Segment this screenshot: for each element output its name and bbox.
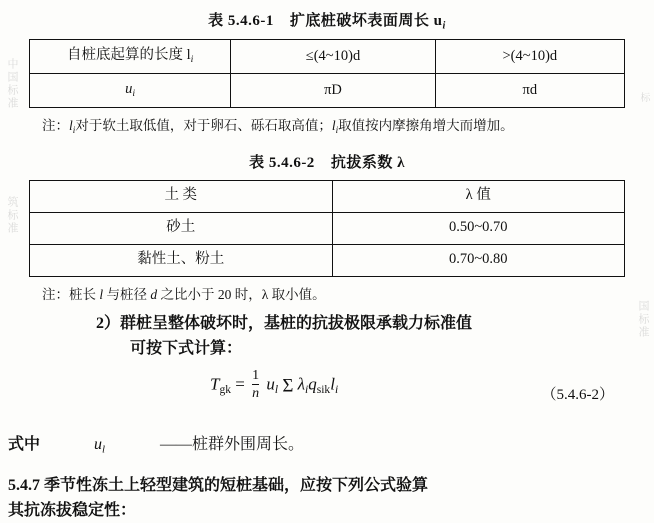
table1-title-label: 表 5.4.6-1: [208, 13, 274, 29]
table1-row1-header-sub: i: [190, 53, 194, 65]
table2-note-text2: 与桩径: [103, 286, 151, 302]
table2-row2-soil: 黏性土、粉土: [30, 244, 333, 276]
table1-row2-col3: πd: [435, 74, 624, 108]
table1-row1-header: [30, 40, 231, 74]
table1-row2-header: [30, 74, 231, 108]
formula-lhs: T: [210, 374, 220, 394]
table2-note: [0, 286, 654, 304]
where-symbol-sub: l: [102, 443, 106, 456]
table1-row2-col2: πD: [231, 74, 435, 108]
table1-row1-header-text: 自桩底起算的长度 l: [66, 46, 191, 63]
table2-note-text3: 之比小于 20 时，λ 取小值。: [157, 286, 326, 302]
formula-q: q: [308, 374, 317, 394]
table2-row2-value: 0.70~0.80: [332, 244, 625, 276]
formula-u-sub: l: [274, 383, 279, 397]
table2-header-lambda: λ 值: [332, 180, 625, 212]
table1-note-var2-sub: i: [335, 125, 339, 136]
table-row: [30, 180, 625, 212]
clause-5-4-7: [0, 474, 654, 499]
table2-title-text: 抗拔系数 λ: [330, 154, 405, 171]
table1-row1-col3: >(4~10)d: [435, 40, 624, 74]
clause-5-4-7-line2: 其抗冻拔稳定性：: [8, 501, 137, 519]
table2-note-prefix: 注：: [42, 286, 69, 302]
watermark: 国标准: [637, 300, 649, 339]
table1-note-prefix: 注：: [42, 118, 69, 134]
table1-note: [0, 117, 654, 136]
table1-title: [0, 9, 654, 31]
clause-5-4-7-line1: 季节性冻土上轻型建筑的短桩基础，应按下列公式验算: [44, 476, 429, 494]
table1-row1-col2: ≤(4~10)d: [231, 40, 435, 74]
watermark: 筑标准: [6, 196, 18, 235]
formula-equals: =: [235, 374, 245, 394]
formula-number: （5.4.6-2）: [541, 387, 614, 404]
formula-fraction: [252, 369, 259, 402]
table2-title-label: 表 5.4.6-2: [249, 154, 315, 171]
formula-q-sub: sik: [316, 383, 331, 397]
clause-5-4-7-number: 5.4.7: [8, 476, 40, 494]
formula-frac-numerator: 1: [252, 368, 260, 384]
table1-note-var2: l: [331, 118, 336, 134]
table2-note-var2: d: [150, 286, 158, 302]
table1-title-sub: i: [442, 20, 446, 32]
table2-row1-soil: 砂土: [30, 212, 333, 244]
table1-note-end: 取值按内摩擦角增大而增加。: [338, 118, 514, 134]
where-dash: ——: [160, 436, 192, 454]
table-row: [30, 244, 625, 276]
table2-note-text1: 桩长: [69, 286, 100, 302]
formula-sigma: Σ: [282, 375, 294, 397]
where-label: 式中: [8, 436, 41, 454]
formula-lambda: λ: [297, 374, 306, 394]
table-uplift-coefficient: [29, 180, 625, 277]
item2-marker: 2）: [96, 314, 121, 332]
table-row: [30, 74, 625, 108]
table1-note-var1: l: [69, 118, 73, 134]
table1-title-text: 扩底桩破坏表面周长 u: [289, 13, 443, 29]
formula-u: u: [266, 374, 275, 394]
table2-header-soil: 土 类: [30, 180, 333, 212]
table2-title: [0, 151, 654, 172]
item2-line1-text: 群桩呈整体破坏时，基桩的抗拔极限承载力标准值: [120, 314, 473, 332]
formula-5-4-6-2: [210, 369, 338, 402]
table-extended-pile-perimeter: [29, 39, 625, 108]
table1-row2-header-sub: i: [132, 87, 136, 99]
table1-note-mid: 对于软土取低值，对于卵石、砾石取高值；: [75, 118, 332, 134]
table2-note-var1: l: [99, 286, 104, 302]
formula-l: l: [330, 374, 335, 394]
where-clause: [0, 431, 654, 455]
where-text: 桩群外围周长。: [192, 436, 305, 454]
formula-lambda-sub: i: [305, 383, 309, 397]
formula-lhs-sub: gk: [219, 383, 232, 397]
where-symbol: u: [94, 436, 102, 454]
table2-row1-value: 0.50~0.70: [332, 212, 625, 244]
watermark: 中国标准: [6, 58, 18, 110]
table1-row2-header-text: u: [125, 80, 133, 97]
item2-line1: [0, 312, 654, 337]
formula-block: [0, 367, 654, 421]
table-row: [30, 40, 625, 74]
formula-frac-denominator: n: [252, 386, 260, 402]
formula-l-sub: i: [334, 383, 339, 397]
table1-note-var1-sub: i: [72, 125, 76, 136]
table-row: [30, 212, 625, 244]
watermark: 标: [638, 92, 649, 104]
item2-line2: 可按下式计算：: [130, 339, 243, 357]
